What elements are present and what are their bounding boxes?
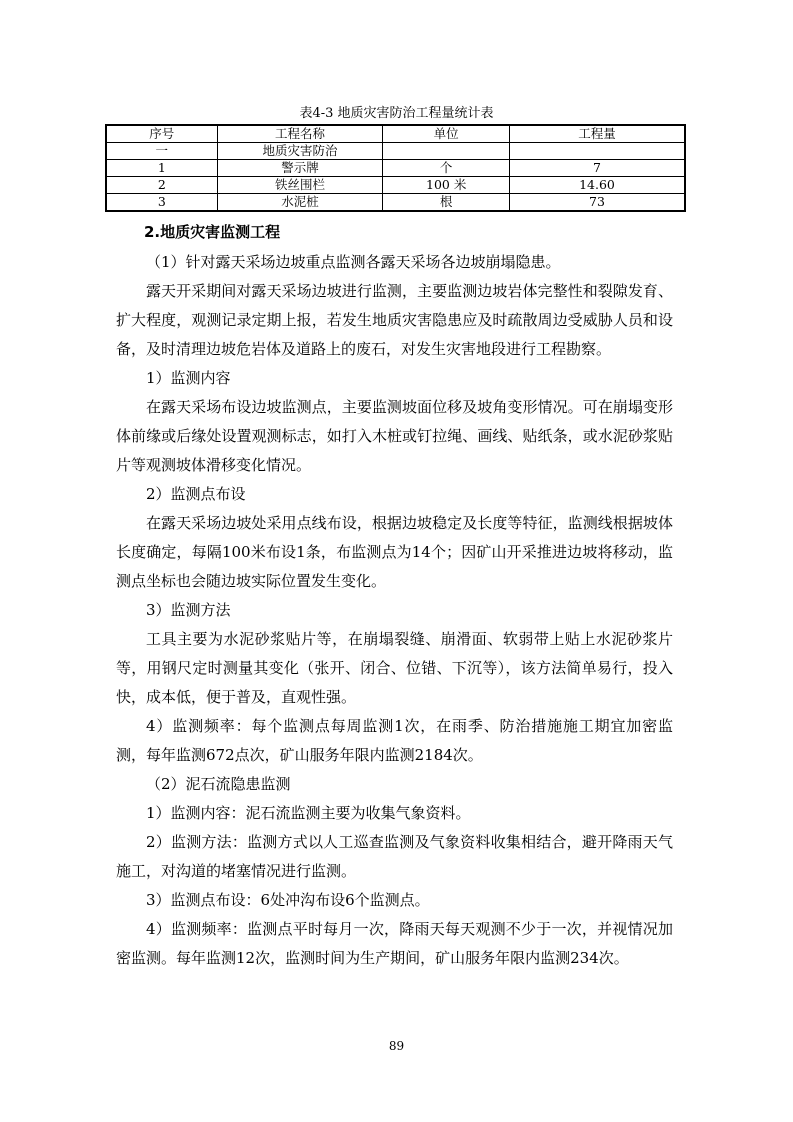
table-row	[106, 194, 685, 212]
table-cell: 73	[509, 194, 685, 212]
table-cell: 铁丝围栏	[217, 177, 383, 194]
paragraph: 露天开采期间对露天采场边坡进行监测，主要监测边坡岩体完整性和裂隙发育、扩大程度，观测记录定期上报，若发生地质灾害隐患应及时疏散周边受威胁人员和设备，及时清理边坡危岩体及道路上的废石，对发生灾害地段进行工程勘察。	[116, 282, 673, 358]
paragraph: 工具主要为水泥砂浆贴片等，在崩塌裂缝、崩滑面、软弱带上贴上水泥砂浆片等，用钢尺定时测量其变化（张开、闭合、位错、下沉等），该方法简单易行，投入快，成本低，便于普及，直观性强。	[116, 630, 673, 706]
table-cell: 个	[383, 160, 510, 177]
table-cell: 2	[106, 177, 217, 194]
table-cell: 14.60	[509, 177, 685, 194]
column-header-quantity: 工程量	[509, 125, 685, 143]
column-header-unit: 单位	[383, 125, 510, 143]
paragraph: （1）针对露天采场边坡重点监测各露天采场各边坡崩塌隐患。	[146, 253, 561, 271]
page-number: 89	[388, 1039, 405, 1053]
table-cell: 7	[509, 160, 685, 177]
table-row	[106, 160, 685, 177]
section-heading: 2.地质灾害监测工程	[144, 223, 281, 241]
body-text	[116, 248, 673, 973]
table-cell: 1	[106, 160, 217, 177]
paragraph: 3）监测点布设：6处冲沟布设6个监测点。	[146, 891, 430, 909]
column-header-index: 序号	[106, 125, 217, 143]
table-cell: 根	[383, 194, 510, 212]
paragraph: 4）监测频率：监测点平时每月一次，降雨天每天观测不少于一次，并视情况加密监测。每年监测12次，监测时间为生产期间，矿山服务年限内监测234次。	[116, 920, 673, 967]
table-cell: 地质灾害防治	[217, 143, 383, 160]
table-cell: 100 米	[383, 177, 510, 194]
paragraph: 在露天采场布设边坡监测点，主要监测坡面位移及坡角变形情况。可在崩塌变形体前缘或后缘处设置观测标志，如打入木桩或钉拉绳、画线、贴纸条，或水泥砂浆贴片等观测坡体滑移变化情况。	[116, 398, 673, 474]
table-cell	[509, 143, 685, 160]
table-cell: 3	[106, 194, 217, 212]
paragraph: 1）监测内容	[146, 369, 231, 387]
paragraph: （2）泥石流隐患监测	[146, 775, 291, 793]
quantity-table	[105, 124, 686, 212]
table-cell: 水泥桩	[217, 194, 383, 212]
paragraph: 2）监测点布设	[146, 485, 246, 503]
table-cell	[383, 143, 510, 160]
table-header-row	[106, 125, 685, 143]
column-header-name: 工程名称	[217, 125, 383, 143]
table-cell: 警示牌	[217, 160, 383, 177]
table-caption: 表4-3 地质灾害防治工程量统计表	[299, 106, 494, 121]
paragraph: 1）监测内容：泥石流监测主要为收集气象资料。	[146, 804, 471, 822]
paragraph: 2）监测方法：监测方式以人工巡查监测及气象资料收集相结合，避开降雨天气施工，对沟道的堵塞情况进行监测。	[116, 833, 673, 880]
paragraph: 在露天采场边坡处采用点线布设，根据边坡稳定及长度等特征，监测线根据坡体长度确定，每隔100米布设1条，布监测点为14个；因矿山开采推进边坡将移动，监测点坐标也会随边坡实际位置发生变化。	[116, 514, 673, 590]
table-row	[106, 177, 685, 194]
table-cell: 一	[106, 143, 217, 160]
table-row	[106, 143, 685, 160]
paragraph: 3）监测方法	[146, 601, 231, 619]
paragraph: 4）监测频率：每个监测点每周监测1次，在雨季、防治措施施工期宜加密监测，每年监测672点次，矿山服务年限内监测2184次。	[116, 717, 673, 764]
